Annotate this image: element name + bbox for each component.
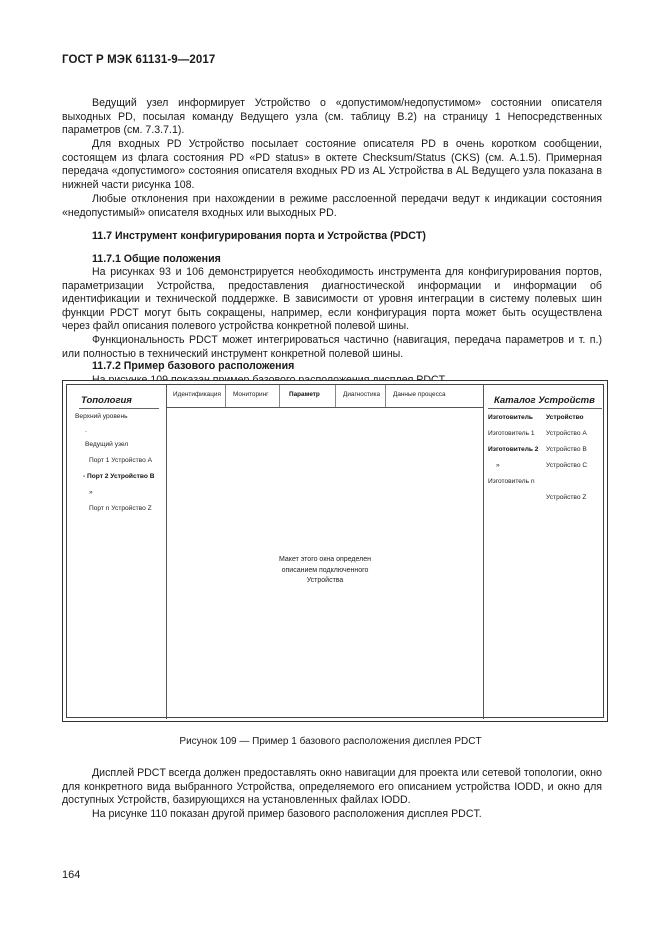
placeholder-line-1: Макет этого окна определен [279,556,371,563]
topology-item-top-level[interactable]: Верхний уровень [75,413,128,420]
paragraph-8: На рисунке 110 показан другой пример базового расположения дисплея PDCT. [92,808,482,820]
section-heading-11-7-1: 11.7.1 Общие положения [92,253,221,265]
tab-separator [385,385,386,407]
tab-process-data[interactable]: Данные процесса [393,391,446,398]
topology-item-ellipsis: » [89,489,93,496]
paragraph-7: Дисплей PDCT всегда должен предоставлять окно навигации для проекта или сетевой топологии, окно для конкретного вида выбранного Устройства, определяемого его описанием устройства IODD, и окно для доступных Устройств, базирующихся на установленных файлах IODD. [62,767,602,807]
section-heading-11-7-2: 11.7.2 Пример базового расположения [92,360,295,372]
catalog-col-vendor: Изготовитель [488,414,533,421]
paragraph-3: Любые отклонения при нахождении в режиме расслоенной передачи ведут к индикации состояния «недопустимый» описателя входных или выходных PD. [62,193,602,219]
figure-caption: Рисунок 109 — Пример 1 базового расположения дисплея PDCT [179,736,482,747]
topology-item-dot: . [85,427,87,434]
paragraph-5: Функциональность PDCT может интегрироваться частично (навигация, передача параметров и т. п.) или полностью в технический инструмент конкретной полевой шины. [62,334,602,360]
topology-title: Топология [81,395,132,406]
catalog-ellipsis: » [496,462,500,469]
device-catalog-pane [483,385,606,719]
section-heading-11-7: 11.7 Инструмент конфигурирования порта и Устройства (PDCT) [92,230,426,242]
tab-separator [225,385,226,407]
catalog-device-c[interactable]: Устройство C [546,462,588,469]
catalog-device-z[interactable]: Устройство Z [546,494,587,501]
figure-pdct-layout [62,380,608,722]
topology-item-port-n[interactable]: Порт n Устройство Z [89,505,152,512]
topology-item-master[interactable]: Ведущий узел [85,441,129,448]
page-number: 164 [62,869,81,881]
tab-separator [335,385,336,407]
catalog-col-device: Устройство [546,414,584,421]
device-view-pane [166,385,484,719]
catalog-title-rule [488,408,602,409]
tab-separator [279,385,280,407]
catalog-title: Каталог Устройств [494,395,595,406]
paragraph-2: Для входных PD Устройство посылает состояние описателя PD в очень коротком сообщении, состоящем из флага состояния PD «PD status» в октете Checksum/Status (CKS) (см. A.1.5). Примерная передача «допустимого» состояния описателя входных PD из AL Устройства в AL Ведущего узла показана в нижней части рисунка 108. [62,138,602,191]
tab-diagnostics[interactable]: Диагностика [343,391,381,398]
catalog-vendor-n[interactable]: Изготовитель n [488,478,535,485]
catalog-device-a[interactable]: Устройство A [546,430,587,437]
catalog-vendor-2[interactable]: Изготовитель 2 [488,446,539,453]
topology-item-port-1[interactable]: Порт 1 Устройство A [89,457,153,464]
device-view-placeholder [167,555,483,587]
paragraph-1: Ведущий узел информирует Устройство о «допустимом/недопустимом» состоянии описателя выходных PD, посылая команду Ведущего узла (см. таблицу B.2) на страницу 1 Непосредственных параметров (см. 7.3.7.1). [62,97,602,137]
placeholder-line-3: Устройства [306,577,344,584]
placeholder-line-2: описанием подключенного [281,566,369,574]
topology-pane [69,385,165,719]
device-tabs [167,385,483,408]
catalog-vendor-1[interactable]: Изготовитель 1 [488,430,535,437]
topology-item-port-2[interactable]: - Порт 2 Устройство B [83,473,155,480]
tab-identification[interactable]: Идентификация [173,391,221,398]
paragraph-4: На рисунках 93 и 106 демонстрируется необходимость инструмента для конфигурирования портов, параметризации Устройства, предоставления диагностической информации и информации об идентификации и технической поддержке. В зависимости от уровня интеграции в систему полевых шин функции PDCT могут быть сокращены, например, если конфигурация порта может быть осуществлена через файл описания полевого устройства конкретной полевой шины. [62,266,602,333]
document-header: ГОСТ Р МЭК 61131-9—2017 [62,54,216,66]
topology-title-rule [79,408,159,409]
catalog-device-b[interactable]: Устройство B [546,446,587,453]
tab-parameter[interactable]: Параметр [289,391,320,398]
tab-monitoring[interactable]: Мониторинг [233,391,269,398]
